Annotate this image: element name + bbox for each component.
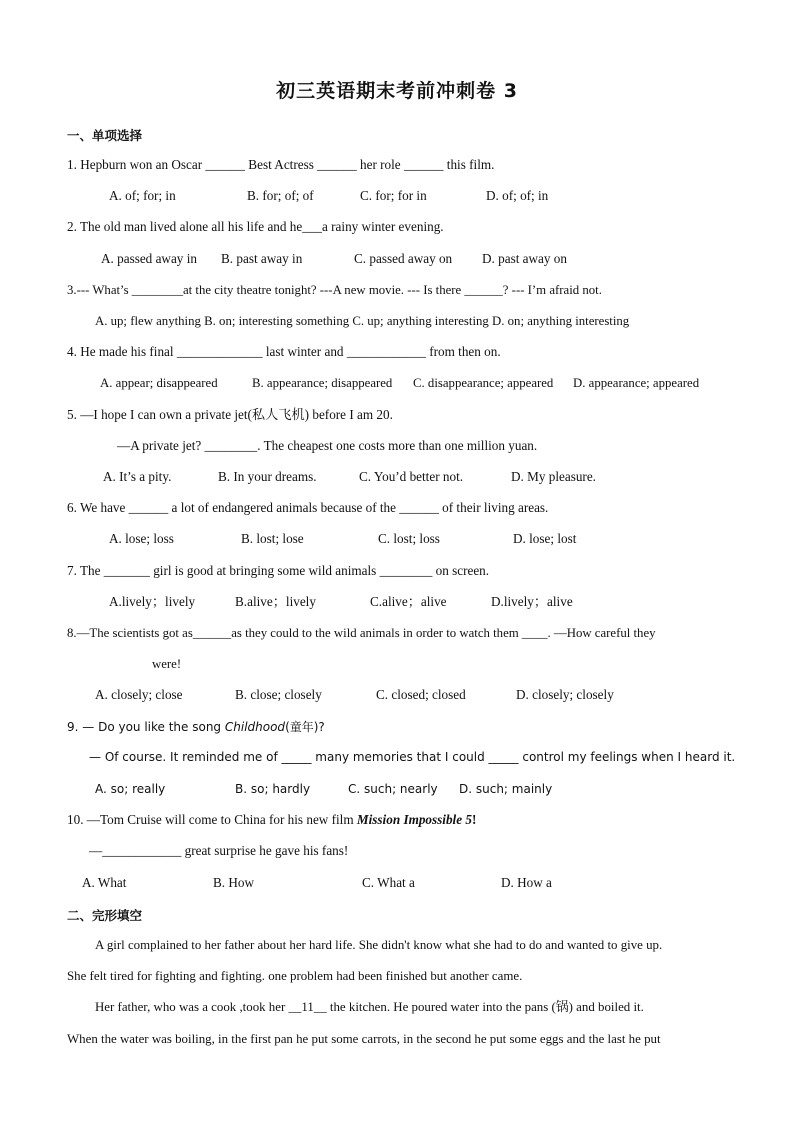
q2-option-a: A. passed away in — [101, 251, 197, 266]
q2-option-c: C. passed away on — [354, 251, 453, 266]
question-4-stem: 4. He made his final _____________ last winter and ____________ from then on. — [67, 344, 501, 359]
question-1-stem: 1. Hepburn won an Oscar ______ Best Actress ______ her role ______ this film. — [67, 157, 495, 172]
q2-option-b: B. past away in — [221, 251, 303, 266]
question-8-stem-continued: were! — [152, 657, 182, 671]
q5-option-b: B. In your dreams. — [218, 469, 317, 484]
q8-option-b: B. close; closely — [235, 687, 322, 702]
q9-option-b: B. so; hardly — [235, 782, 311, 796]
q4-option-a: A. appear; disappeared — [100, 376, 218, 390]
q3-options: A. up; flew anything B. on; interesting something C. up; anything interesting D. on; anything interesting — [95, 314, 630, 328]
passage-line-4: When the water was boiling, in the first pan he put some carrots, in the second he put some eggs and the last he put — [67, 1032, 661, 1046]
q5-option-d: D. My pleasure. — [511, 469, 596, 484]
q1-option-b: B. for; of; of — [247, 188, 314, 203]
q4-option-d: D. appearance; appeared — [573, 376, 700, 390]
page-title: 初三英语期末考前冲刺卷 3 — [276, 80, 518, 102]
question-10-stem — [67, 812, 476, 828]
q10-option-c: C. What a — [362, 875, 415, 890]
q10-option-a: A. What — [82, 875, 127, 890]
q9-stem-tail: (童年)? — [285, 720, 325, 734]
q9-option-a: A. so; really — [95, 782, 166, 796]
q4-option-c: C. disappearance; appeared — [413, 376, 554, 390]
q7-option-c: C.alive；alive — [370, 594, 447, 609]
question-6-stem: 6. We have ______ a lot of endangered animals because of the ______ of their living areas. — [67, 500, 549, 515]
question-9-reply: — Of course. It reminded me of _____ many memories that I could _____ control my feelings when I heard it. — [89, 750, 736, 764]
q7-option-b: B.alive；lively — [235, 594, 316, 609]
q2-option-d: D. past away on — [482, 251, 567, 266]
question-3-stem: 3.--- What’s ________at the city theatre tonight? ---A new movie. --- Is there ______? --- I’m afraid not. — [67, 283, 602, 297]
section-heading-cloze: 二、完形填空 — [67, 908, 143, 923]
q6-option-a: A. lose; loss — [109, 531, 174, 546]
passage-line-3: Her father, who was a cook ,took her __11__ the kitchen. He poured water into the pans (锅) and boiled it. — [95, 1000, 644, 1014]
q8-option-a: A. closely; close — [95, 687, 183, 702]
q8-option-d: D. closely; closely — [516, 687, 614, 702]
question-8-stem: 8.—The scientists got as______as they could to the wild animals in order to watch them ____. —How careful they — [67, 626, 656, 640]
passage-line-2: She felt tired for fighting and fighting. one problem had been finished but another came. — [67, 969, 523, 983]
q10-stem-text: 10. —Tom Cruise will come to China for his new film — [67, 812, 357, 827]
q10-option-b: B. How — [213, 875, 255, 890]
question-5-reply: —A private jet? ________. The cheapest one costs more than one million yuan. — [117, 438, 538, 453]
question-9-stem — [67, 719, 325, 735]
q6-option-c: C. lost; loss — [378, 531, 440, 546]
q7-option-d: D.lively；alive — [491, 594, 573, 609]
q1-option-c: C. for; for in — [360, 188, 427, 203]
q10-film-title: Mission Impossible 5 — [356, 812, 472, 827]
question-10-reply: —____________ great surprise he gave his fans! — [89, 843, 349, 858]
q1-option-a: A. of; for; in — [109, 188, 176, 203]
q5-option-c: C. You’d better not. — [359, 469, 464, 484]
q6-option-d: D. lose; lost — [513, 531, 577, 546]
q10-option-d: D. How a — [501, 875, 552, 890]
q1-option-d: D. of; of; in — [486, 188, 549, 203]
q9-stem-text: 9. — Do you like the song — [67, 720, 225, 734]
question-5-stem: 5. —I hope I can own a private jet(私人飞机) before I am 20. — [67, 407, 393, 422]
q9-option-c: C. such; nearly — [348, 782, 438, 796]
q5-option-a: A. It’s a pity. — [103, 469, 172, 484]
section-heading-single-choice: 一、单项选择 — [67, 128, 143, 143]
q8-option-c: C. closed; closed — [376, 687, 466, 702]
question-2-stem: 2. The old man lived alone all his life and he___a rainy winter evening. — [67, 219, 444, 234]
q4-option-b: B. appearance; disappeared — [252, 376, 393, 390]
question-7-stem: 7. The _______ girl is good at bringing some wild animals ________ on screen. — [67, 563, 490, 578]
q9-option-d: D. such; mainly — [459, 782, 553, 796]
q6-option-b: B. lost; lose — [241, 531, 304, 546]
q9-song-title: Childhood — [224, 720, 286, 734]
passage-line-1: A girl complained to her father about her hard life. She didn't know what she had to do and wanted to give up. — [95, 938, 663, 952]
q7-option-a: A.lively；lively — [109, 594, 196, 609]
q10-stem-tail: ! — [471, 812, 477, 827]
